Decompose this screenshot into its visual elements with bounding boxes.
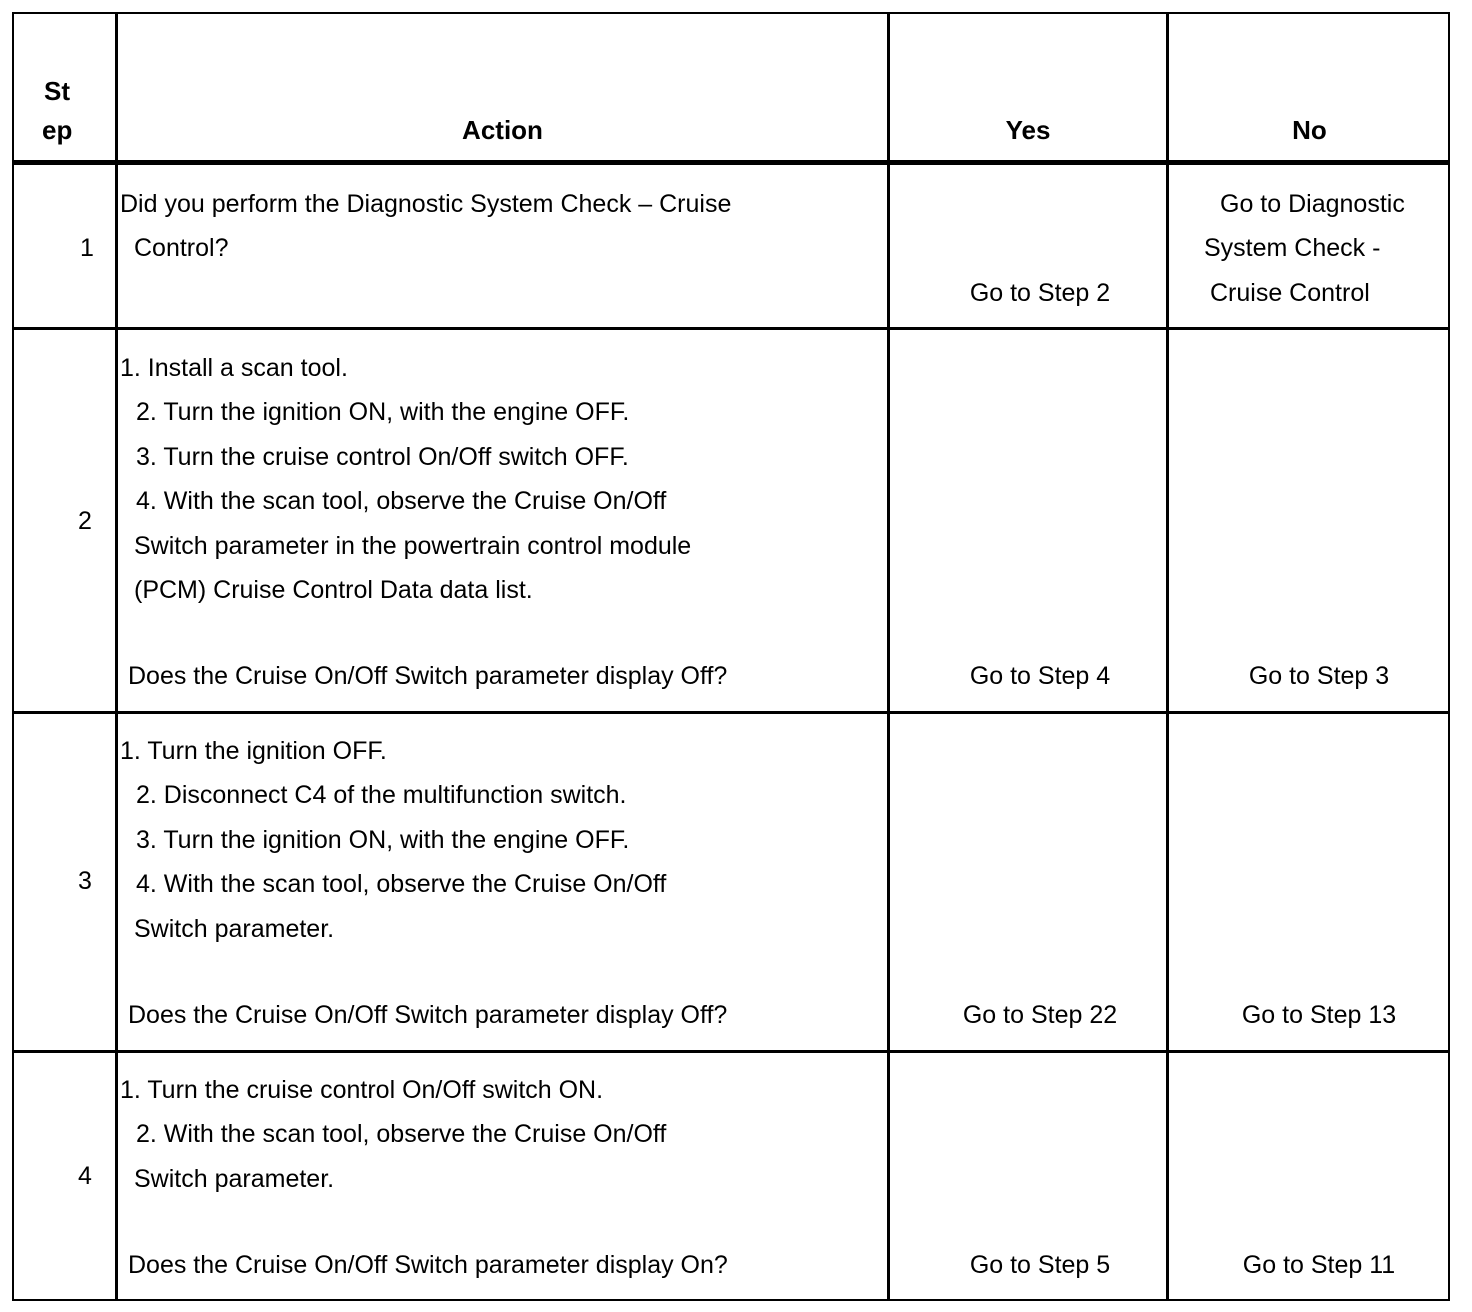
- action-line: 1. Turn the ignition OFF.: [120, 737, 387, 765]
- yes-result: Go to Step 5: [969, 1251, 1111, 1279]
- no-result-line: Go to Diagnostic: [1220, 190, 1405, 218]
- action-line: Switch parameter.: [134, 915, 335, 943]
- yes-result: Go to Step 2: [969, 279, 1111, 307]
- action-line: 2. Disconnect C4 of the multifunction switch.: [136, 781, 627, 809]
- no-result: Go to Step 13: [1241, 1001, 1397, 1029]
- action-line: 4. With the scan tool, observe the Cruise On/Off: [136, 870, 667, 898]
- header-divider: [14, 160, 1448, 165]
- no-result: Go to Step 3: [1248, 662, 1390, 690]
- header-step-line1: St: [44, 76, 70, 106]
- yes-result: Go to Step 22: [962, 1001, 1118, 1029]
- row-divider: [14, 711, 1448, 714]
- header-no: No: [1292, 115, 1327, 145]
- row-divider: [14, 1050, 1448, 1053]
- action-line: 1. Turn the cruise control On/Off switch ON.: [120, 1076, 604, 1104]
- action-line: 3. Turn the ignition ON, with the engine OFF.: [136, 826, 630, 854]
- step-number: 1: [80, 234, 94, 262]
- step-number: 2: [78, 507, 92, 535]
- action-line: Switch parameter.: [134, 1165, 335, 1193]
- action-line: Did you perform the Diagnostic System Check – Cruise: [120, 190, 732, 218]
- no-result: Go to Step 11: [1242, 1251, 1396, 1279]
- action-line: 2. With the scan tool, observe the Cruise On/Off: [136, 1120, 667, 1148]
- question: Does the Cruise On/Off Switch parameter display Off?: [128, 662, 728, 690]
- step-number: 4: [78, 1162, 92, 1190]
- action-line: Control?: [134, 234, 229, 262]
- question: Does the Cruise On/Off Switch parameter display On?: [128, 1251, 728, 1279]
- no-result-line: Cruise Control: [1210, 279, 1370, 307]
- question: Does the Cruise On/Off Switch parameter display Off?: [128, 1001, 728, 1029]
- column-divider: [115, 14, 118, 1299]
- action-line: 1. Install a scan tool.: [120, 354, 348, 382]
- action-line: 3. Turn the cruise control On/Off switch OFF.: [136, 443, 629, 471]
- diagnostic-table: [12, 12, 1450, 1301]
- header-step-line2: ep: [42, 115, 73, 145]
- action-line: 2. Turn the ignition ON, with the engine OFF.: [136, 398, 630, 426]
- no-result-line: System Check -: [1204, 234, 1381, 262]
- step-number: 3: [78, 867, 92, 895]
- header-yes: Yes: [1005, 115, 1051, 145]
- header-action: Action: [462, 115, 543, 145]
- yes-result: Go to Step 4: [969, 662, 1111, 690]
- row-divider: [14, 327, 1448, 330]
- action-line: Switch parameter in the powertrain control module: [134, 532, 692, 560]
- action-line: (PCM) Cruise Control Data data list.: [134, 576, 533, 604]
- action-line: 4. With the scan tool, observe the Cruise On/Off: [136, 487, 667, 515]
